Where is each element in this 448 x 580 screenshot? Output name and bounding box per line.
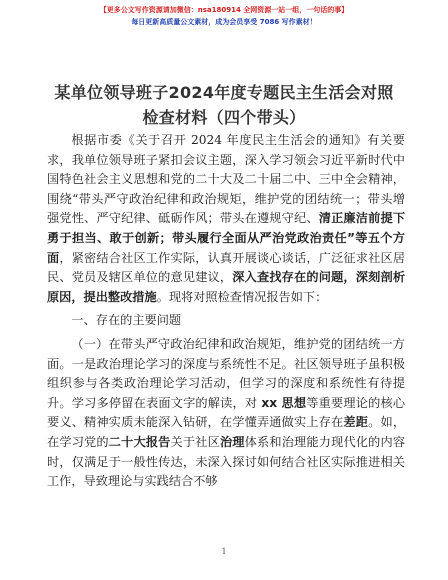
p1-bold-2: 差距 [343,415,369,430]
p1-bold-4: 治理 [219,434,245,449]
intro-paragraph [47,131,405,307]
title-line-1: 某单位领导班子2024年度专题民主生活会对照 [54,83,394,102]
document-body [47,131,405,492]
p1-bold-3: 二十大报告 [108,434,171,449]
promo-line-1: 【更多公文写作资源请加微信：nsa180914 全网资源一站一组，一句话的事】 [99,6,349,14]
p1-text-1: （一）在带头严守政治纪律和政治规矩，维护党的团结统一方面。一是政治理论学习的深度与系统性不足。社区领导班子虽积极组织参与各类政治理论学习活动，但学习的深度和系统性有待提升。学习多停留在表面文字的解读，对 [47,336,405,410]
p1-text-5: 体系和治理能力现代化的内容时，仅满足于一般性传达，未深入探讨如何结合社区实际推进相关工作，导致理论与实践结合不够 [47,434,406,489]
section-heading: 一、存在的主要问题 [71,313,182,328]
p1-text-4: 关于社区 [170,434,220,449]
document-title [40,80,408,130]
intro-text-2: ，紧密结合社区工作实际，认真开展谈心谈话，广泛征求社区居民、党员及辖区单位的意见建议， [47,250,406,285]
p1-text-2: 等重要理论的核心要义、精神实质未能深入钻研，在学懂弄通做实上存在 [47,395,406,430]
intro-text-1: 根据市委《关于召开 2024 年度民主生活会的通知》有关要求，我单位领导班子紧扣会议主题，深入学习领会习近平新时代中国特色社会主义思想和党的二十大及二十届二中、三中全会精神，围绕“带头严守政治纪律和政治规矩，维护党的团结统一；带头增强党性、严守纪律、砥砺作风；带头在遵规守纪、 [47,133,405,226]
intro-bold-1: 清正廉洁前提下勇于担当、敢于创新；带头履行全面从严治党政治责任”等五个方面 [47,211,406,265]
page-number: 1 [221,547,227,556]
p1-text-3: 。如，在学习党的 [47,415,406,449]
p1-bold-1: xx 思想 [261,395,307,410]
title-line-2: 检查材料（四个带头） [142,108,306,127]
problem-paragraph-1 [47,335,405,492]
intro-bold-2: 深入查找存在的问题，深刻剖析原因，提出整改措施 [47,270,406,304]
intro-text-3: 。现将对照检查情况报告如下： [156,289,328,304]
promo-line-2: 每日更新高质量公文素材，成为会员享受 7086 写作素材！ [131,18,317,26]
promo-banner [0,4,448,28]
